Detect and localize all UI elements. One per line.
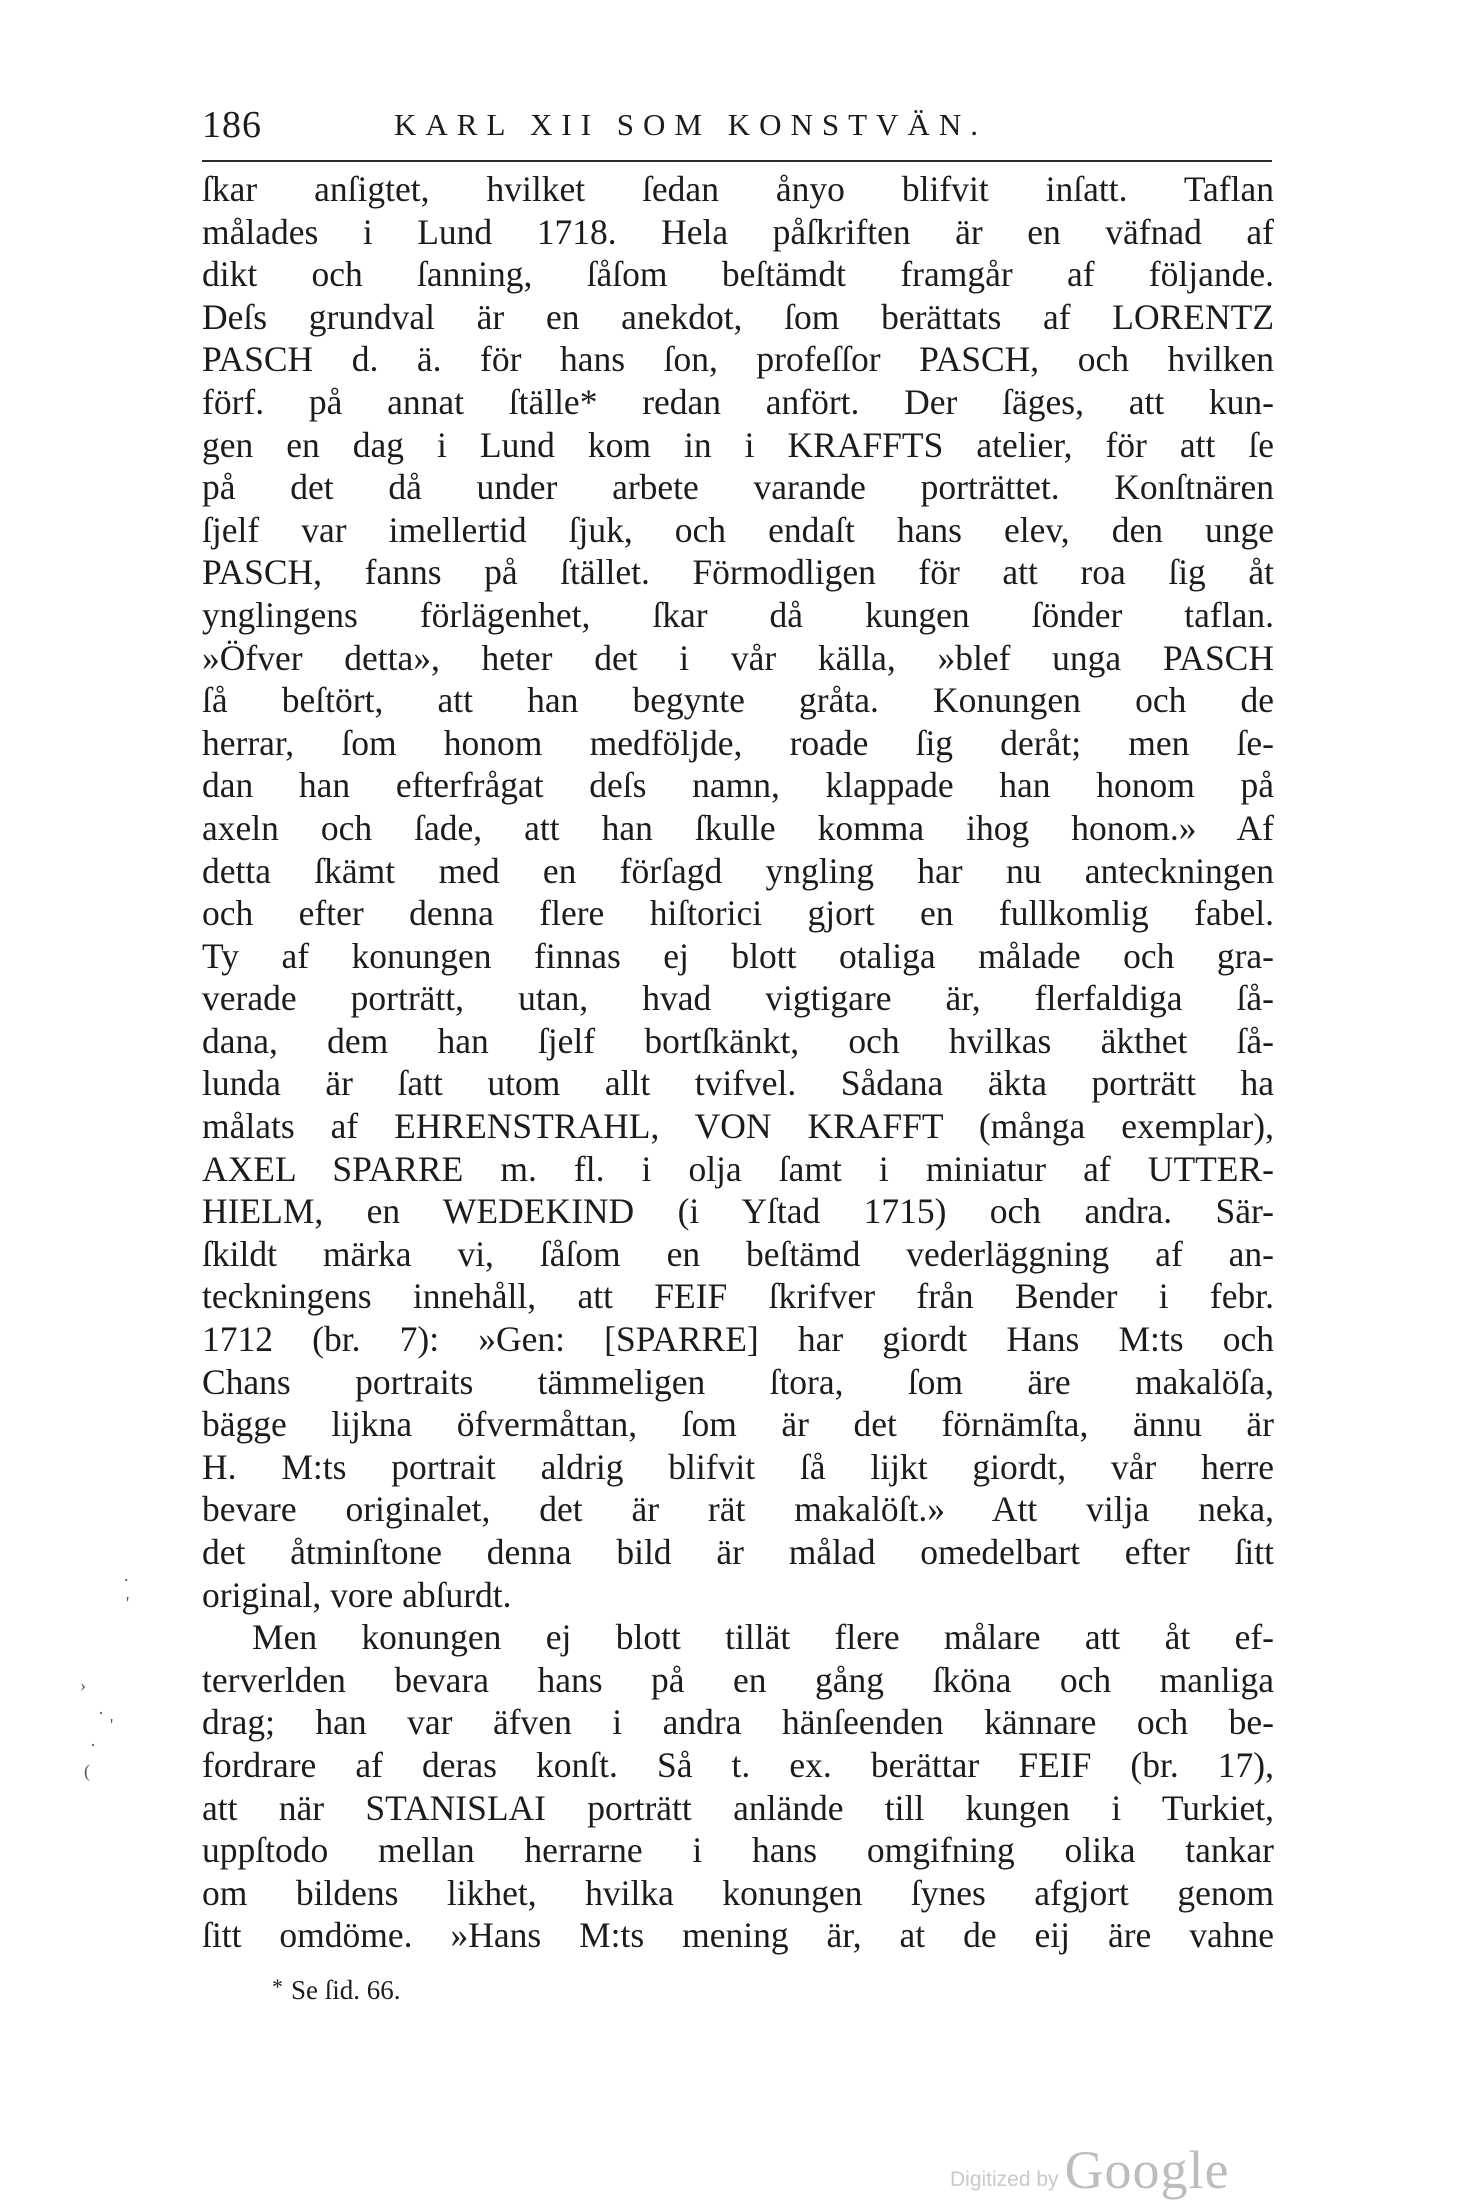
text-line: dikt och ſanning, ſåſom beſtämdt framgår af följande. xyxy=(202,254,1274,295)
text-line: »Öfver detta», heter det i vår källa, »blef unga PASCH xyxy=(202,637,1274,678)
text-line: det åtminſtone denna bild är målad omedelbart efter ſitt xyxy=(202,1532,1274,1572)
text-line: målats af EHRENSTRAHL, VON KRAFFT (många exemplar), xyxy=(202,1106,1274,1147)
text-line: ſitt omdöme. »Hans M:ts mening är, at de eij äre vahne xyxy=(202,1915,1274,1956)
text-line: teckningens innehåll, att FEIF ſkrifver från Bender i febr. xyxy=(202,1276,1274,1317)
text-line: att när STANISLAI porträtt anlände till kungen i Turkiet, xyxy=(202,1787,1274,1828)
text-line: förf. på annat ſtälle* redan anfört. Der ſäges, att kun- xyxy=(202,381,1274,422)
text-line: PASCH d. ä. för hans ſon, profeſſor PASCH, och hvilken xyxy=(202,339,1274,380)
text-line: detta ſkämt med en förſagd yngling har nu anteckningen xyxy=(202,850,1274,891)
footnote xyxy=(272,1970,401,2007)
text-line: gen en dag i Lund kom in i KRAFFTS atelier, för att ſe xyxy=(202,424,1274,465)
text-line: PASCH, fanns på ſtället. Förmodligen för att roa ſig åt xyxy=(202,552,1274,593)
header-rule xyxy=(202,160,1272,162)
running-title: KARL XII SOM KONSTVÄN. xyxy=(394,107,987,142)
text-line: terverlden bevara hans på en gång ſköna och manliga xyxy=(202,1659,1274,1700)
text-line: AXEL SPARRE m. fl. i olja ſamt i miniatur af UTTER- xyxy=(202,1148,1274,1189)
text-line: 1712 (br. 7): »Gen: [SPARRE] har giordt Hans M:ts och xyxy=(202,1319,1274,1360)
text-line: Deſs grundval är en anekdot, ſom berättats af LORENTZ xyxy=(202,296,1274,337)
text-line: Ty af konungen finnas ej blott otaliga målade och gra- xyxy=(202,935,1274,976)
text-line: original, vore abſurdt. xyxy=(202,1574,512,1615)
footnote-marker: * xyxy=(272,1974,283,1999)
text-line: ſå beſtört, att han begynte gråta. Konungen och de xyxy=(202,680,1274,721)
text-line: ſjelf var imellertid ſjuk, och endaſt hans elev, den unge xyxy=(202,509,1274,550)
text-line: Chans portraits tämmeligen ſtora, ſom äre makalöſa, xyxy=(202,1361,1274,1402)
text-line: HIELM, en WEDEKIND (i Yſtad 1715) och andra. Sär- xyxy=(202,1191,1274,1232)
text-line: Men konungen ej blott tillät flere målare att åt ef- xyxy=(252,1617,1274,1658)
text-line: på det då under arbete varande porträttet. Konſtnären xyxy=(202,467,1274,508)
text-line: dan han efterfrågat deſs namn, klappade han honom på xyxy=(202,765,1274,806)
footnote-text: Se ſid. 66. xyxy=(291,1975,401,2005)
text-line: bägge lijkna öfvermåttan, ſom är det förnämſta, ännu är xyxy=(202,1404,1274,1445)
margin-specks: . ' › · ' · ( xyxy=(80,1565,130,1781)
text-line: och efter denna flere hiſtorici gjort en fullkomlig fabel. xyxy=(202,893,1274,934)
text-line: axeln och ſade, att han ſkulle komma ihog honom.» Af xyxy=(202,807,1274,848)
text-line: herrar, ſom honom medföljde, roade ſig deråt; men ſe- xyxy=(202,722,1274,763)
page-number: 186 xyxy=(202,104,262,146)
text-line: ynglingens förlägenhet, ſkar då kungen ſönder taflan. xyxy=(202,594,1274,635)
text-line: dana, dem han ſjelf bortſkänkt, och hvilkas äkthet ſå- xyxy=(202,1020,1274,1061)
text-line: ſkar anſigtet, hvilket ſedan ånyo blifvit inſatt. Taflan xyxy=(202,169,1274,209)
digitized-watermark xyxy=(950,2138,1230,2198)
body-text xyxy=(202,168,1274,1957)
page-header xyxy=(202,102,1270,148)
text-line: H. M:ts portrait aldrig blifvit ſå lijkt giordt, vår herre xyxy=(202,1446,1274,1487)
text-line: verade porträtt, utan, hvad vigtigare är, flerfaldiga ſå- xyxy=(202,978,1274,1019)
text-line: målades i Lund 1718. Hela påſkriften är en väfnad af xyxy=(202,211,1274,252)
text-line: bevare originalet, det är rät makalöſt.» Att vilja neka, xyxy=(202,1489,1274,1530)
watermark-caption: Digitized by xyxy=(950,2168,1059,2191)
text-line: fordrare af deras konſt. Så t. ex. berättar FEIF (br. 17), xyxy=(202,1744,1274,1785)
text-line: ſkildt märka vi, ſåſom en beſtämd vederläggning af an- xyxy=(202,1233,1274,1274)
text-line: uppſtodo mellan herrarne i hans omgifning olika tankar xyxy=(202,1830,1274,1871)
text-line: drag; han var äfven i andra hänſeenden kännare och be- xyxy=(202,1702,1274,1743)
text-line: lunda är ſatt utom allt tvifvel. Sådana äkta porträtt ha xyxy=(202,1063,1274,1104)
google-logo: Google xyxy=(1064,2140,1230,2200)
text-line: om bildens likhet, hvilka konungen ſynes afgjort genom xyxy=(202,1872,1274,1913)
